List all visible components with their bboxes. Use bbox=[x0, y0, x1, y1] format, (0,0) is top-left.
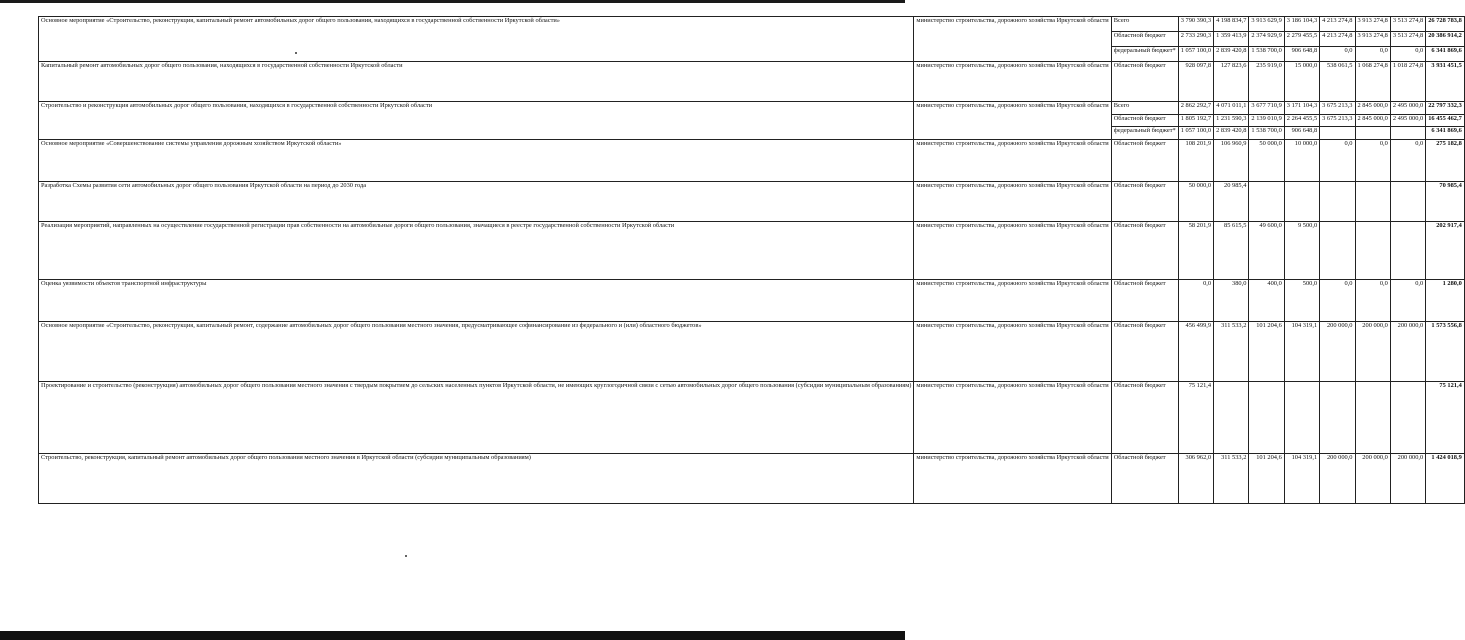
year-amount-cell: 1 538 700,0 bbox=[1249, 127, 1284, 140]
year-amount-cell bbox=[1320, 382, 1355, 454]
year-amount-cell: 50 000,0 bbox=[1178, 182, 1213, 222]
executor-cell: министерство строительства, дорожного хозяйства Иркутской области bbox=[914, 280, 1111, 322]
year-amount-cell: 200 000,0 bbox=[1390, 322, 1425, 382]
year-amount-cell: 380,0 bbox=[1214, 280, 1249, 322]
year-amount-cell: 3 913 629,9 bbox=[1249, 17, 1284, 32]
funding-source-cell: Областной бюджет bbox=[1111, 62, 1178, 102]
year-amount-cell: 0,0 bbox=[1320, 47, 1355, 62]
year-amount-cell: 85 615,5 bbox=[1214, 222, 1249, 280]
year-amount-cell: 2 279 455,5 bbox=[1284, 32, 1319, 47]
year-amount-cell bbox=[1355, 127, 1390, 140]
year-amount-cell: 2 495 000,0 bbox=[1390, 102, 1425, 115]
year-amount-cell: 1 068 274,8 bbox=[1355, 62, 1390, 102]
total-amount-cell: 3 931 451,5 bbox=[1426, 62, 1465, 102]
funding-source-cell: Областной бюджет bbox=[1111, 140, 1178, 182]
total-amount-cell: 202 917,4 bbox=[1426, 222, 1465, 280]
year-amount-cell: 3 913 274,8 bbox=[1355, 17, 1390, 32]
year-amount-cell: 500,0 bbox=[1284, 280, 1319, 322]
year-amount-cell: 538 061,5 bbox=[1320, 62, 1355, 102]
total-amount-cell: 275 182,8 bbox=[1426, 140, 1465, 182]
year-amount-cell: 0,0 bbox=[1390, 280, 1425, 322]
table-row bbox=[39, 382, 1465, 454]
year-amount-cell: 200 000,0 bbox=[1355, 454, 1390, 504]
year-amount-cell: 10 000,0 bbox=[1284, 140, 1319, 182]
funding-source-cell: Областной бюджет bbox=[1111, 322, 1178, 382]
funding-source-cell: федеральный бюджет* bbox=[1111, 127, 1178, 140]
year-amount-cell: 15 000,0 bbox=[1284, 62, 1319, 102]
year-amount-cell: 2 495 000,0 bbox=[1390, 115, 1425, 127]
funding-source-cell: Всего bbox=[1111, 102, 1178, 115]
activity-name-cell: Основное мероприятие «Строительство, реконструкция, капитальный ремонт автомобильных дорог общего пользования, находящихся в государственной собственности Иркутской области» bbox=[39, 17, 914, 62]
year-amount-cell: 200 000,0 bbox=[1390, 454, 1425, 504]
year-amount-cell: 3 677 710,9 bbox=[1249, 102, 1284, 115]
year-amount-cell: 2 839 420,8 bbox=[1214, 47, 1249, 62]
year-amount-cell: 101 204,6 bbox=[1249, 322, 1284, 382]
table-row bbox=[39, 17, 1465, 32]
year-amount-cell: 106 960,9 bbox=[1214, 140, 1249, 182]
activity-name-cell: Строительство и реконструкция автомобильных дорог общего пользования, находящихся в государственной собственности Иркутской области bbox=[39, 102, 914, 140]
year-amount-cell: 4 213 274,8 bbox=[1320, 32, 1355, 47]
executor-cell: министерство строительства, дорожного хозяйства Иркутской области bbox=[914, 182, 1111, 222]
executor-cell: министерство строительства, дорожного хозяйства Иркутской области bbox=[914, 102, 1111, 140]
year-amount-cell: 906 648,8 bbox=[1284, 47, 1319, 62]
funding-source-cell: Областной бюджет bbox=[1111, 382, 1178, 454]
year-amount-cell: 2 862 292,7 bbox=[1178, 102, 1213, 115]
year-amount-cell: 104 319,1 bbox=[1284, 322, 1319, 382]
year-amount-cell bbox=[1320, 182, 1355, 222]
executor-cell: министерство строительства, дорожного хозяйства Иркутской области bbox=[914, 140, 1111, 182]
year-amount-cell bbox=[1284, 382, 1319, 454]
year-amount-cell: 456 499,9 bbox=[1178, 322, 1213, 382]
total-amount-cell: 70 985,4 bbox=[1426, 182, 1465, 222]
year-amount-cell: 306 962,0 bbox=[1178, 454, 1213, 504]
scan-top-edge bbox=[0, 0, 905, 3]
funding-source-cell: федеральный бюджет* bbox=[1111, 47, 1178, 62]
table-row bbox=[39, 322, 1465, 382]
activity-name-cell: Основное мероприятие «Совершенствование системы управления дорожным хозяйством Иркутской области» bbox=[39, 140, 914, 182]
funding-source-cell: Областной бюджет bbox=[1111, 280, 1178, 322]
year-amount-cell bbox=[1320, 127, 1355, 140]
table-row bbox=[39, 182, 1465, 222]
year-amount-cell: 2 374 929,9 bbox=[1249, 32, 1284, 47]
table-row bbox=[39, 222, 1465, 280]
year-amount-cell bbox=[1249, 182, 1284, 222]
year-amount-cell: 127 823,6 bbox=[1214, 62, 1249, 102]
year-amount-cell: 2 733 290,3 bbox=[1178, 32, 1213, 47]
total-amount-cell: 20 386 914,2 bbox=[1426, 32, 1465, 47]
year-amount-cell: 1 231 590,3 bbox=[1214, 115, 1249, 127]
year-amount-cell: 3 913 274,8 bbox=[1355, 32, 1390, 47]
year-amount-cell: 108 201,9 bbox=[1178, 140, 1213, 182]
executor-cell: министерство строительства, дорожного хозяйства Иркутской области bbox=[914, 382, 1111, 454]
year-amount-cell: 2 845 000,0 bbox=[1355, 102, 1390, 115]
year-amount-cell: 311 533,2 bbox=[1214, 322, 1249, 382]
table-row bbox=[39, 280, 1465, 322]
year-amount-cell: 3 186 104,3 bbox=[1284, 17, 1319, 32]
year-amount-cell bbox=[1355, 382, 1390, 454]
year-amount-cell: 4 071 011,1 bbox=[1214, 102, 1249, 115]
year-amount-cell: 4 198 834,7 bbox=[1214, 17, 1249, 32]
year-amount-cell: 0,0 bbox=[1178, 280, 1213, 322]
year-amount-cell: 2 839 420,8 bbox=[1214, 127, 1249, 140]
year-amount-cell: 0,0 bbox=[1355, 280, 1390, 322]
executor-cell: министерство строительства, дорожного хозяйства Иркутской области bbox=[914, 454, 1111, 504]
year-amount-cell: 0,0 bbox=[1390, 47, 1425, 62]
scan-speck bbox=[405, 555, 407, 557]
year-amount-cell: 3 675 213,3 bbox=[1320, 102, 1355, 115]
year-amount-cell: 200 000,0 bbox=[1355, 322, 1390, 382]
year-amount-cell: 1 359 413,9 bbox=[1214, 32, 1249, 47]
year-amount-cell: 3 513 274,8 bbox=[1390, 32, 1425, 47]
year-amount-cell: 9 500,0 bbox=[1284, 222, 1319, 280]
scan-bottom-edge bbox=[0, 631, 905, 640]
year-amount-cell: 0,0 bbox=[1320, 280, 1355, 322]
year-amount-cell bbox=[1390, 222, 1425, 280]
total-amount-cell: 1 280,0 bbox=[1426, 280, 1465, 322]
year-amount-cell: 2 139 010,9 bbox=[1249, 115, 1284, 127]
funding-source-cell: Областной бюджет bbox=[1111, 222, 1178, 280]
year-amount-cell: 3 675 213,3 bbox=[1320, 115, 1355, 127]
year-amount-cell bbox=[1355, 222, 1390, 280]
year-amount-cell: 0,0 bbox=[1320, 140, 1355, 182]
year-amount-cell: 0,0 bbox=[1355, 140, 1390, 182]
year-amount-cell: 20 985,4 bbox=[1214, 182, 1249, 222]
activity-name-cell: Строительство, реконструкция, капитальный ремонт автомобильных дорог общего пользования местного значения в Иркутской области (субсидии муниципальным образованиям) bbox=[39, 454, 914, 504]
executor-cell: министерство строительства, дорожного хозяйства Иркутской области bbox=[914, 322, 1111, 382]
total-amount-cell: 22 797 332,3 bbox=[1426, 102, 1465, 115]
year-amount-cell: 200 000,0 bbox=[1320, 454, 1355, 504]
table-row bbox=[39, 454, 1465, 504]
year-amount-cell bbox=[1320, 222, 1355, 280]
year-amount-cell: 1 805 192,7 bbox=[1178, 115, 1213, 127]
total-amount-cell: 6 341 869,6 bbox=[1426, 127, 1465, 140]
year-amount-cell: 3 171 104,3 bbox=[1284, 102, 1319, 115]
year-amount-cell: 1 018 274,8 bbox=[1390, 62, 1425, 102]
year-amount-cell: 1 057 100,0 bbox=[1178, 127, 1213, 140]
year-amount-cell bbox=[1284, 182, 1319, 222]
funding-source-cell: Областной бюджет bbox=[1111, 115, 1178, 127]
year-amount-cell bbox=[1390, 127, 1425, 140]
year-amount-cell: 50 000,0 bbox=[1249, 140, 1284, 182]
total-amount-cell: 26 728 783,8 bbox=[1426, 17, 1465, 32]
activity-name-cell: Разработка Схемы развития сети автомобильных дорог общего пользования Иркутской области на период до 2030 года bbox=[39, 182, 914, 222]
year-amount-cell bbox=[1390, 182, 1425, 222]
year-amount-cell: 311 533,2 bbox=[1214, 454, 1249, 504]
year-amount-cell: 49 600,0 bbox=[1249, 222, 1284, 280]
activity-name-cell: Реализация мероприятий, направленных на осуществление государственной регистрации прав собственности на автомобильные дороги общего пользования, значащиеся в реестре государственной собственности Иркутской области bbox=[39, 222, 914, 280]
year-amount-cell: 104 319,1 bbox=[1284, 454, 1319, 504]
year-amount-cell: 58 201,9 bbox=[1178, 222, 1213, 280]
executor-cell: министерство строительства, дорожного хозяйства Иркутской области bbox=[914, 62, 1111, 102]
year-amount-cell bbox=[1390, 382, 1425, 454]
executor-cell: министерство строительства, дорожного хозяйства Иркутской области bbox=[914, 17, 1111, 62]
year-amount-cell: 1 538 700,0 bbox=[1249, 47, 1284, 62]
year-amount-cell: 0,0 bbox=[1390, 140, 1425, 182]
table-row bbox=[39, 140, 1465, 182]
year-amount-cell: 235 919,0 bbox=[1249, 62, 1284, 102]
year-amount-cell: 4 213 274,8 bbox=[1320, 17, 1355, 32]
budget-table bbox=[38, 16, 1465, 504]
year-amount-cell: 3 513 274,8 bbox=[1390, 17, 1425, 32]
year-amount-cell: 3 790 390,3 bbox=[1178, 17, 1213, 32]
year-amount-cell: 0,0 bbox=[1355, 47, 1390, 62]
year-amount-cell: 1 057 100,0 bbox=[1178, 47, 1213, 62]
total-amount-cell: 75 121,4 bbox=[1426, 382, 1465, 454]
activity-name-cell: Оценка уязвимости объектов транспортной инфраструктуры bbox=[39, 280, 914, 322]
funding-source-cell: Всего bbox=[1111, 17, 1178, 32]
year-amount-cell: 2 845 000,0 bbox=[1355, 115, 1390, 127]
year-amount-cell: 928 097,8 bbox=[1178, 62, 1213, 102]
executor-cell: министерство строительства, дорожного хозяйства Иркутской области bbox=[914, 222, 1111, 280]
year-amount-cell bbox=[1355, 182, 1390, 222]
year-amount-cell: 2 264 455,5 bbox=[1284, 115, 1319, 127]
table-row bbox=[39, 102, 1465, 115]
funding-source-cell: Областной бюджет bbox=[1111, 454, 1178, 504]
year-amount-cell: 400,0 bbox=[1249, 280, 1284, 322]
year-amount-cell: 75 121,4 bbox=[1178, 382, 1213, 454]
year-amount-cell: 101 204,6 bbox=[1249, 454, 1284, 504]
year-amount-cell: 200 000,0 bbox=[1320, 322, 1355, 382]
table-row bbox=[39, 62, 1465, 102]
funding-source-cell: Областной бюджет bbox=[1111, 182, 1178, 222]
activity-name-cell: Проектирование и строительство (реконструкция) автомобильных дорог общего пользования местного значения с твердым покрытием до сельских населенных пунктов Иркутской области, не имеющих круглогодичной связи с сетью автомобильных дорог общего пользования (субсидии муниципальным образованиям) bbox=[39, 382, 914, 454]
total-amount-cell: 6 341 869,6 bbox=[1426, 47, 1465, 62]
total-amount-cell: 1 573 556,8 bbox=[1426, 322, 1465, 382]
activity-name-cell: Основное мероприятие «Строительство, реконструкция, капитальный ремонт, содержание автомобильных дорог общего пользования местного значения, предусматривающее софинансирование из федерального и (или) областного бюджетов» bbox=[39, 322, 914, 382]
year-amount-cell: 906 648,8 bbox=[1284, 127, 1319, 140]
year-amount-cell bbox=[1249, 382, 1284, 454]
funding-source-cell: Областной бюджет bbox=[1111, 32, 1178, 47]
total-amount-cell: 1 424 018,9 bbox=[1426, 454, 1465, 504]
total-amount-cell: 16 455 462,7 bbox=[1426, 115, 1465, 127]
activity-name-cell: Капитальный ремонт автомобильных дорог общего пользования, находящихся в государственной собственности Иркутской области bbox=[39, 62, 914, 102]
year-amount-cell bbox=[1214, 382, 1249, 454]
